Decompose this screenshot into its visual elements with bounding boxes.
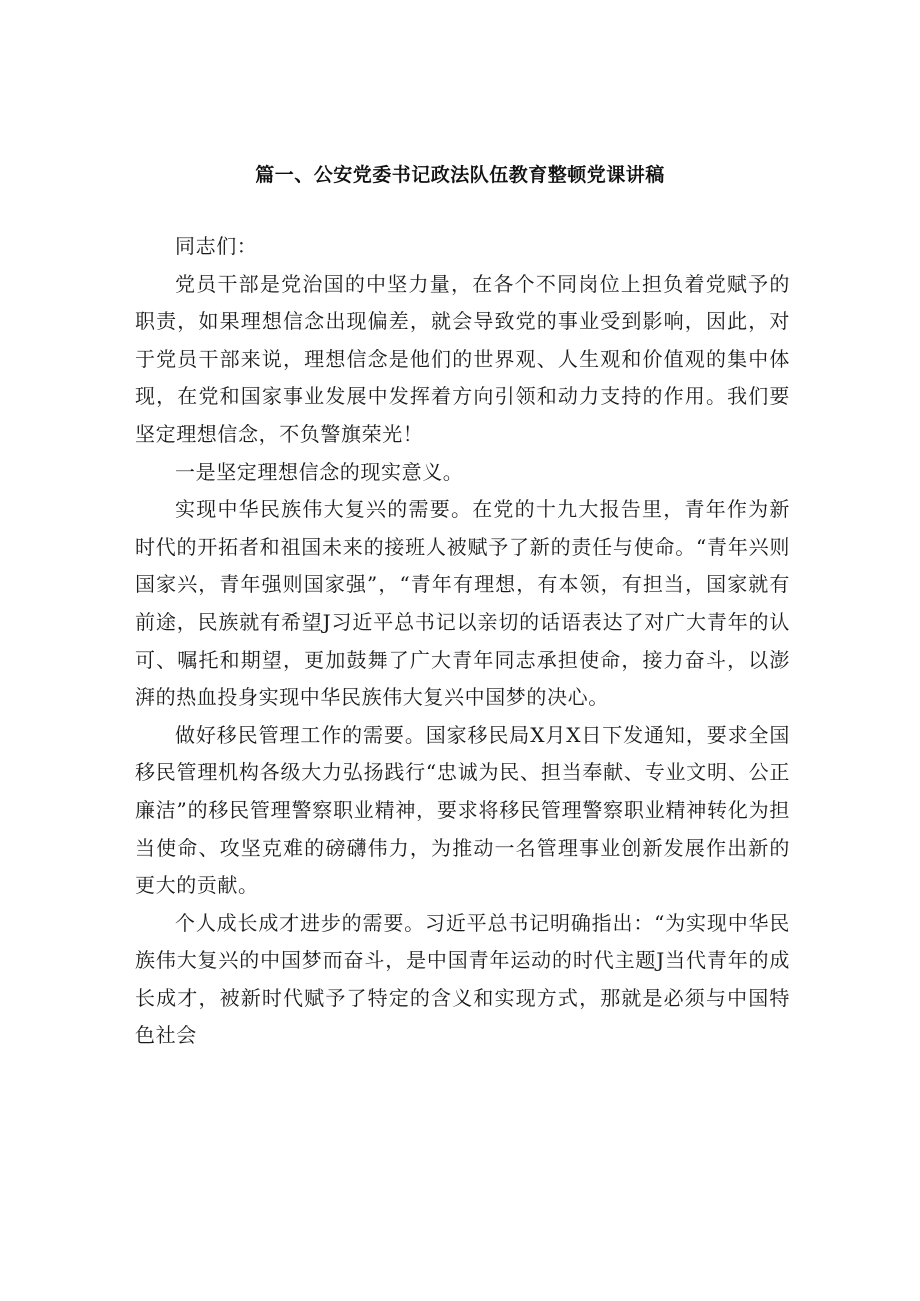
body-paragraph-rejuvenation: 实现中华民族伟大复兴的需要。在党的十九大报告里，青年作为新时代的开拓者和祖国未来的接班人被赋予了新的责任与使命。“青年兴则国家兴，青年强则国家强”，“青年有理想，有本领，有担当，国家就有前途，民族就有希望J习近平总书记以亲切的话语表达了对广大青年的认可、嘱托和期望，更加鼓舞了广大青年同志承担使命，接力奋斗，以澎湃的热血投身实现中华民族伟大复兴中国梦的决心。 (135, 497, 790, 710)
body-paragraph-personal-growth: 个人成长成才进步的需要。习近平总书记明确指出：“为实现中华民族伟大复兴的中国梦而奋斗，是中国青年运动的时代主题J当代青年的成长成才，被新时代赋予了特定的含义和实现方式，那就是必须与中国特色社会 (135, 910, 790, 1048)
body-paragraph-immigration: 做好移民管理工作的需要。国家移民局X月X日下发通知，要求全国移民管理机构各级大力弘扬践行“忠诚为民、担当奉献、专业文明、公正廉洁”的移民管理警察职业精神，要求将移民管理警察职业精神转化为担当使命、攻坚克难的磅礴伟力，为推动一名管理事业创新发展作出新的更大的贡献。 (135, 722, 790, 898)
document-body (135, 228, 790, 1055)
document-title: 篇一、公安党委书记政法队伍教育整顿党课讲稿 (255, 164, 665, 186)
salutation-paragraph: 同志们： (175, 234, 258, 258)
section-heading-paragraph: 一是坚定理想信念的现实意义。 (175, 459, 464, 484)
intro-paragraph: 党员干部是党治国的中坚力量，在各个不同岗位上担负着党赋予的职责，如果理想信念出现偏差，就会导致党的事业受到影响，因此，对于党员干部来说，理想信念是他们的世界观、人生观和价值观的集中体现，在党和国家事业发展中发挥着方向引领和动力支持的作用。我们要坚定理想信念，不负警旗荣光！ (135, 271, 790, 446)
